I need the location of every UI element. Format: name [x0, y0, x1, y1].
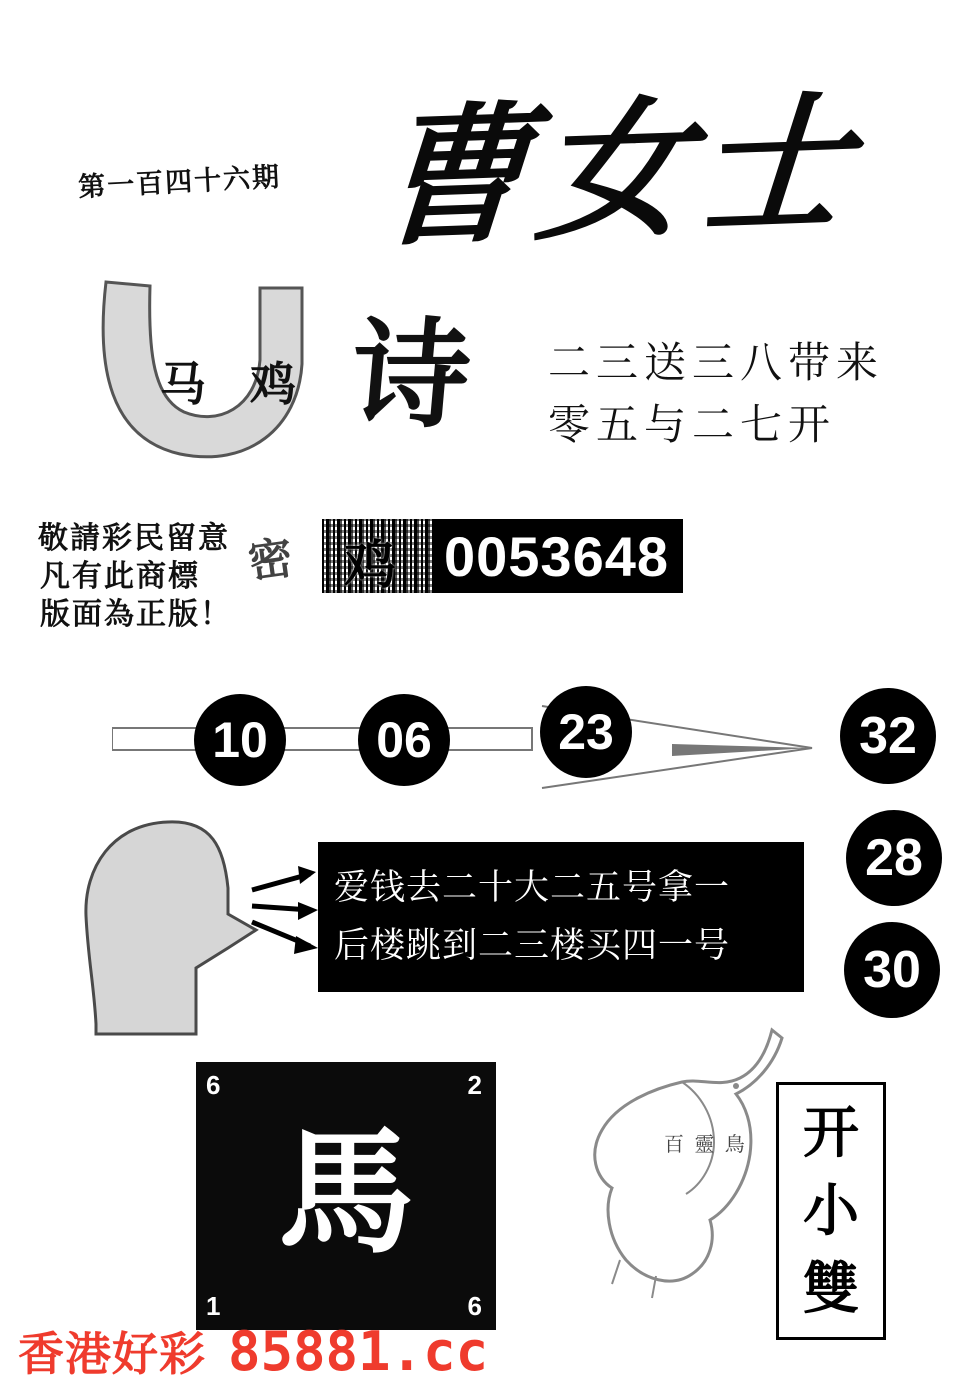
- footer-site-name: 香港好彩: [18, 1327, 206, 1381]
- ma-square-corner-bottom-left: 1: [206, 1291, 221, 1321]
- ma-square-corner-top-left: 6: [206, 1070, 221, 1100]
- phone-characters: 马 鸡: [160, 357, 311, 411]
- message-box: [318, 842, 804, 992]
- ball-right-3: 30: [844, 922, 940, 1018]
- footer: [18, 1318, 488, 1384]
- code-noise-block: [322, 519, 434, 596]
- issue-number: 第一百四十六期: [77, 161, 282, 204]
- ma-square-corner-bottom-right: 6: [467, 1291, 482, 1321]
- ball-number-1: 10: [194, 694, 286, 786]
- ma-square-panel: [196, 1062, 496, 1330]
- message-line-1: 爱钱去二十大二五号拿一: [334, 868, 731, 908]
- ball-number-3: 23: [540, 686, 632, 778]
- vertical-frame-panel: [776, 1082, 886, 1340]
- stamp-character: 密: [245, 532, 296, 589]
- ball-right-1: 32: [840, 688, 936, 784]
- notice-line-3: 版面為正版！: [40, 597, 232, 632]
- footer-url[interactable]: 85881.cc: [228, 1320, 489, 1383]
- code-digits: 0053648: [434, 519, 683, 593]
- brand-title: 曹女士: [371, 74, 865, 268]
- vertical-frame-char-1: 开: [803, 1100, 859, 1166]
- message-line-2: 后楼跳到二三楼买四一号: [334, 926, 731, 966]
- notice-text: [38, 520, 232, 634]
- vertical-frame-char-3: 雙: [803, 1256, 859, 1322]
- poem-character: 诗: [345, 305, 477, 444]
- notice-line-2: 凡有此商標: [40, 559, 200, 594]
- notice-line-1: 敬請彩民留意: [38, 521, 230, 556]
- poem-line-2: 零五与二七开: [548, 400, 837, 449]
- code-bar: [322, 519, 683, 596]
- ball-number-2: 06: [358, 694, 450, 786]
- bird-drawing: [560, 1012, 810, 1302]
- vertical-frame-char-2: 小: [803, 1178, 859, 1244]
- ma-square-character: 馬: [278, 1113, 414, 1273]
- code-prefix-character: 鸡: [344, 535, 397, 596]
- poem-lines: [548, 332, 884, 456]
- bird-label: 百 靈 鳥: [664, 1132, 747, 1156]
- poem-line-1: 二三送三八带来: [548, 338, 885, 387]
- ball-right-2: 28: [846, 810, 942, 906]
- ma-square-corner-top-right: 2: [467, 1070, 482, 1100]
